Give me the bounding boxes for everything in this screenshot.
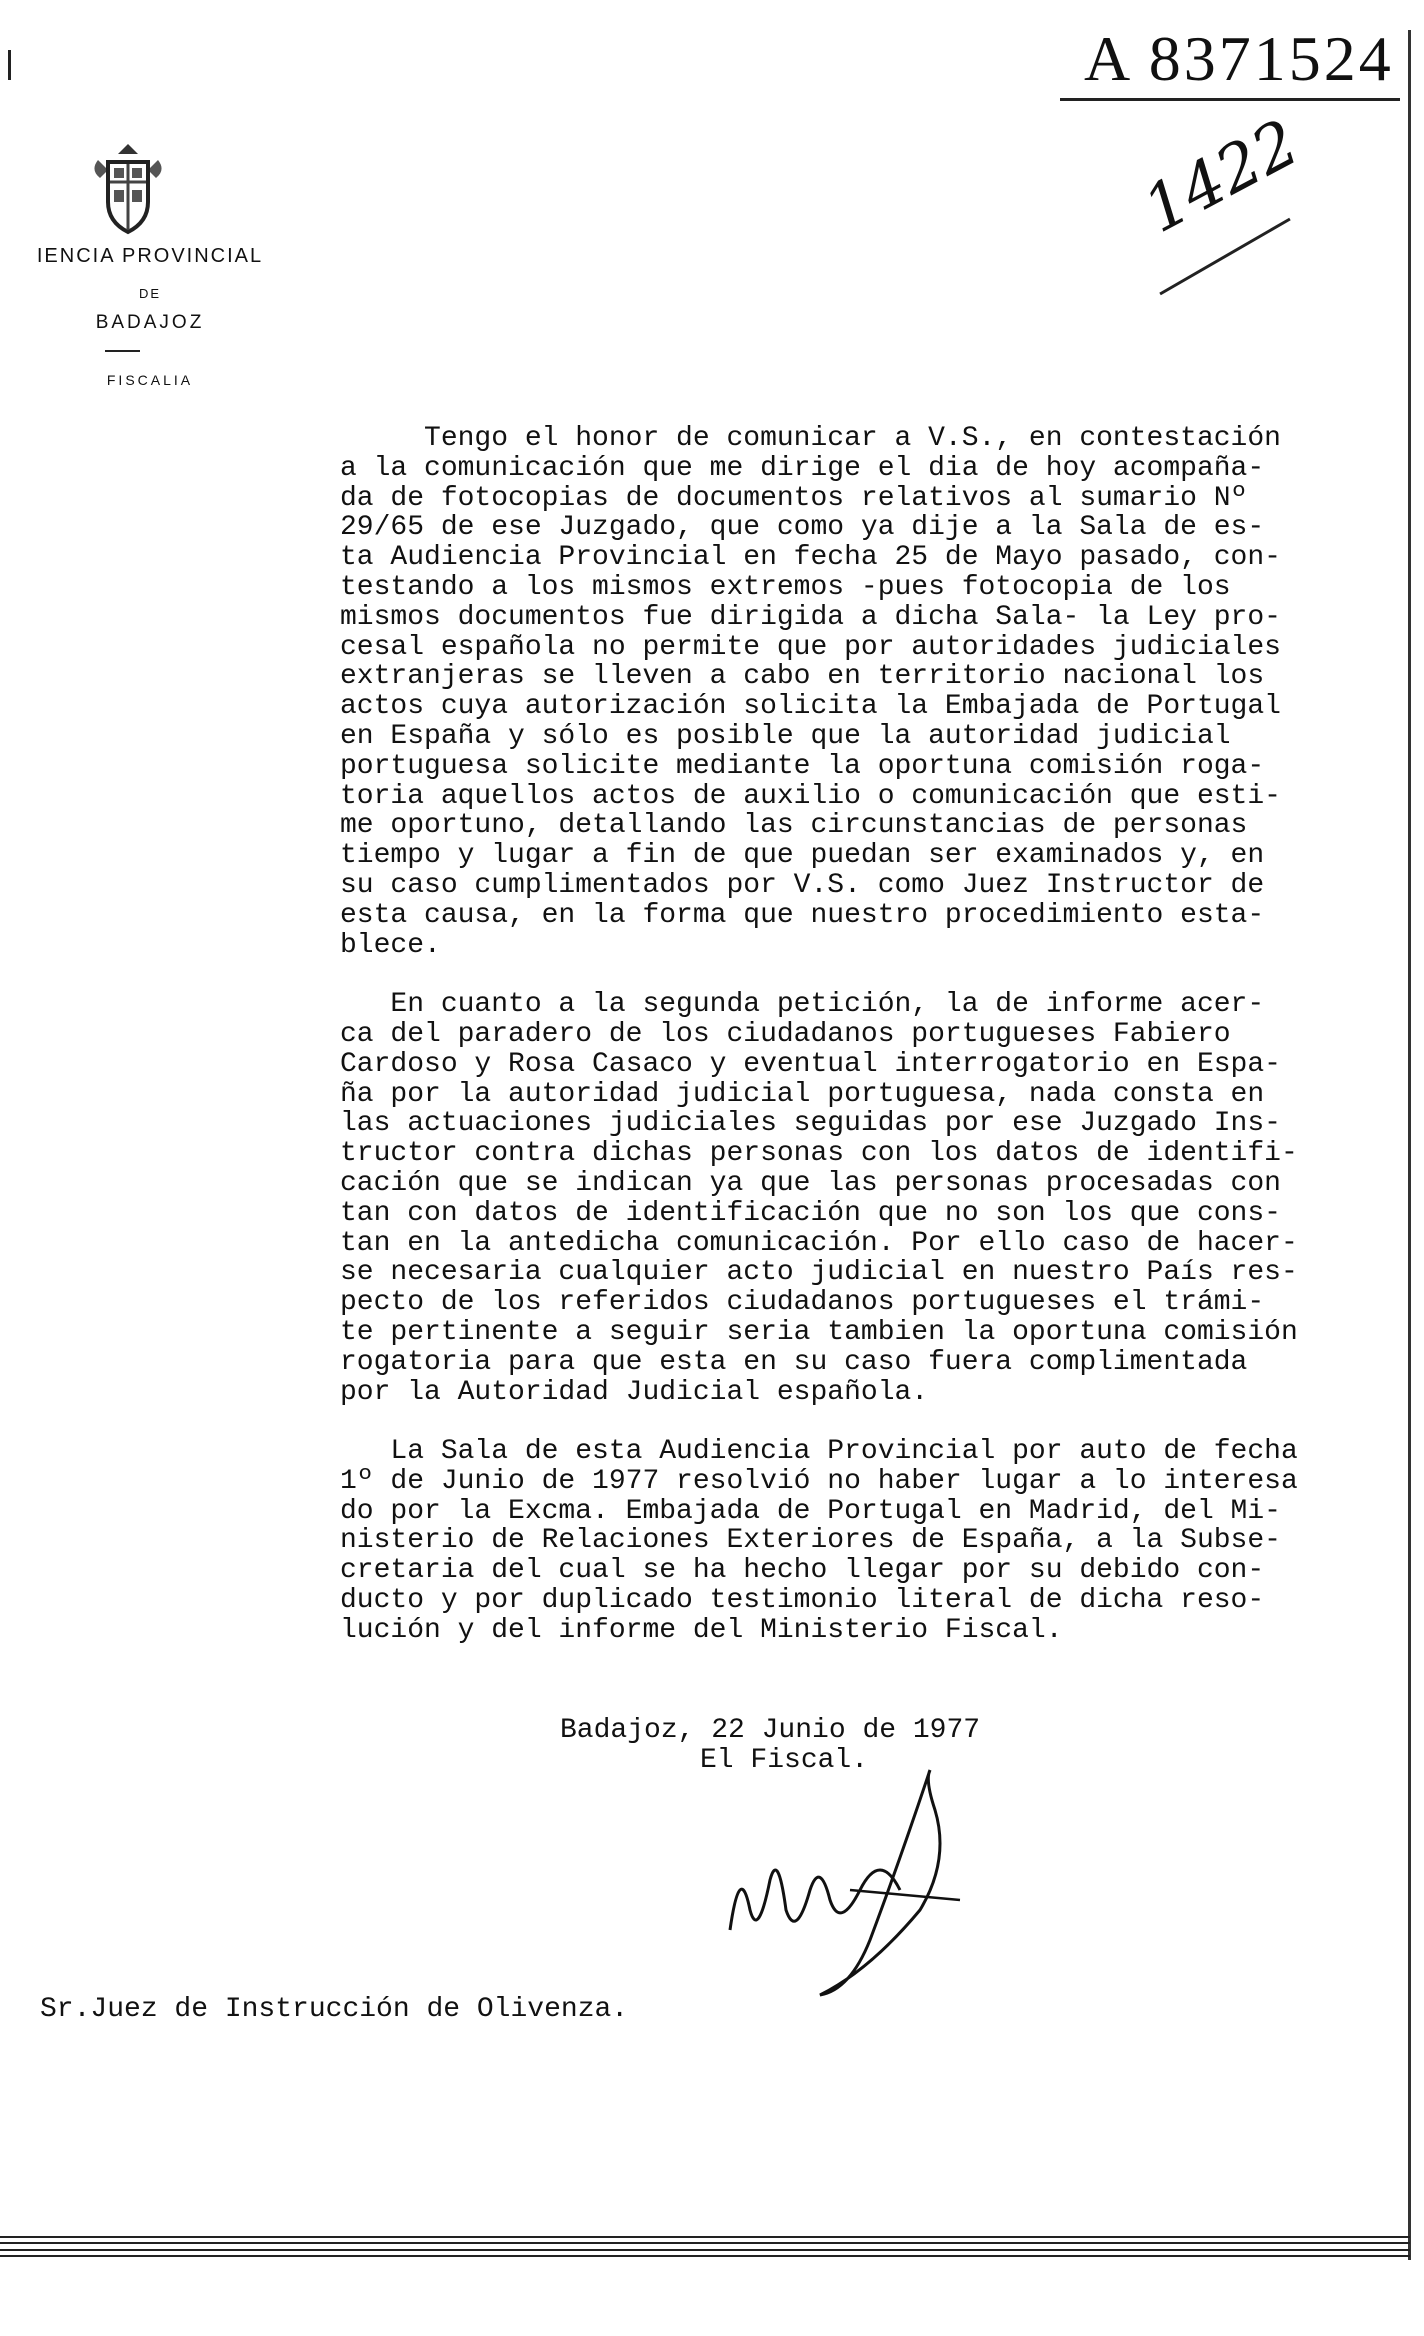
handwritten-number: 1422 <box>1132 106 1311 248</box>
stamp-underline <box>1060 98 1400 101</box>
letterhead-city: BADAJOZ <box>95 312 205 333</box>
edge-mark <box>8 50 11 80</box>
stamp-number: A 8371524 <box>1084 23 1394 94</box>
bottom-rule <box>0 2236 1410 2238</box>
letterhead-rule <box>105 350 140 352</box>
handwritten-signature <box>700 1740 1000 2000</box>
bottom-rule <box>0 2249 1410 2251</box>
closing-signatory: El Fiscal. <box>700 1745 869 1776</box>
addressee: Sr.Juez de Instrucción de Olivenza. <box>40 1994 629 2025</box>
letterhead-preposition: DE <box>138 286 162 301</box>
letter-body: Tengo el honor de comunicar a V.S., en contestación a la comunicación que me dirige el dia de hoy acompaña- da de fotocopias de documentos relativos al sumario Nº 29/65 de ese Juzgado, que como ya dije a la Sala de es- ta Audiencia Provincial en fecha 25 de Mayo pasado, con- testando a los mismos extremos -pues fotocopia de los mismos documentos fue dirigida a dicha Sala- la Ley pro- cesal española no permite que por autoridades judiciales extranjeras se lleven a cabo en territorio nacional los actos cuya autorización solicita la Embajada de Portugal en España y sólo es posible que la autoridad judicial portuguesa solicite mediante la oportuna comisión roga- toria aquellos actos de auxilio o comunicación que esti- me oportuno, detallando las circunstancias de personas tiempo y lugar a fin de que puedan ser examinados y, en su caso cumplimentados por V.S. como Juez Instructor de esta causa, en la forma que nuestro procedimiento esta- blece. En cuanto a la segunda petición, la de informe acer- ca del paradero de los ciudadanos portugueses Fabiero Cardoso y Rosa Casaco y eventual interrogatorio en Espa- ña por la autoridad judicial portuguesa, nada consta en las actuaciones judiciales seguidas por ese Juzgado Ins- tructor contra dichas personas con los datos de identifi- cación que se indican ya que las personas procesadas con tan con datos de identificación que no son los que cons- tan en la antedicha comunicación. Por ello caso de hacer- se necesaria cualquier acto judicial en nuestro País res- pecto de los referidos ciudadanos portugueses el trámi- te pertinente a seguir seria tambien la oportuna comisión rogatoria para que esta en su caso fuera complimentada por la Autoridad Judicial española. La Sala de esta Audiencia Provincial por auto de fecha 1º de Junio de 1977 resolvió no haber lugar a lo interesa do por la Excma. Embajada de Portugal en Madrid, del Mi- nisterio de Relaciones Exteriores de España, a la Subse- cretaria del cual se ha hecho llegar por su debido con- ducto y por duplicado testimonio literal de dicha reso- lución y del informe del Ministerio Fiscal. <box>340 423 1298 1646</box>
letterhead-institution: IENCIA PROVINCIAL <box>36 245 264 267</box>
bottom-rule <box>0 2242 1410 2244</box>
coat-of-arms-icon <box>88 140 168 240</box>
closing-place-date: Badajoz, 22 Junio de 1977 <box>560 1715 981 1746</box>
page-edge-line <box>1408 30 1411 2260</box>
bottom-rule <box>0 2255 1410 2257</box>
letterhead-office: FISCALIA <box>106 372 194 388</box>
